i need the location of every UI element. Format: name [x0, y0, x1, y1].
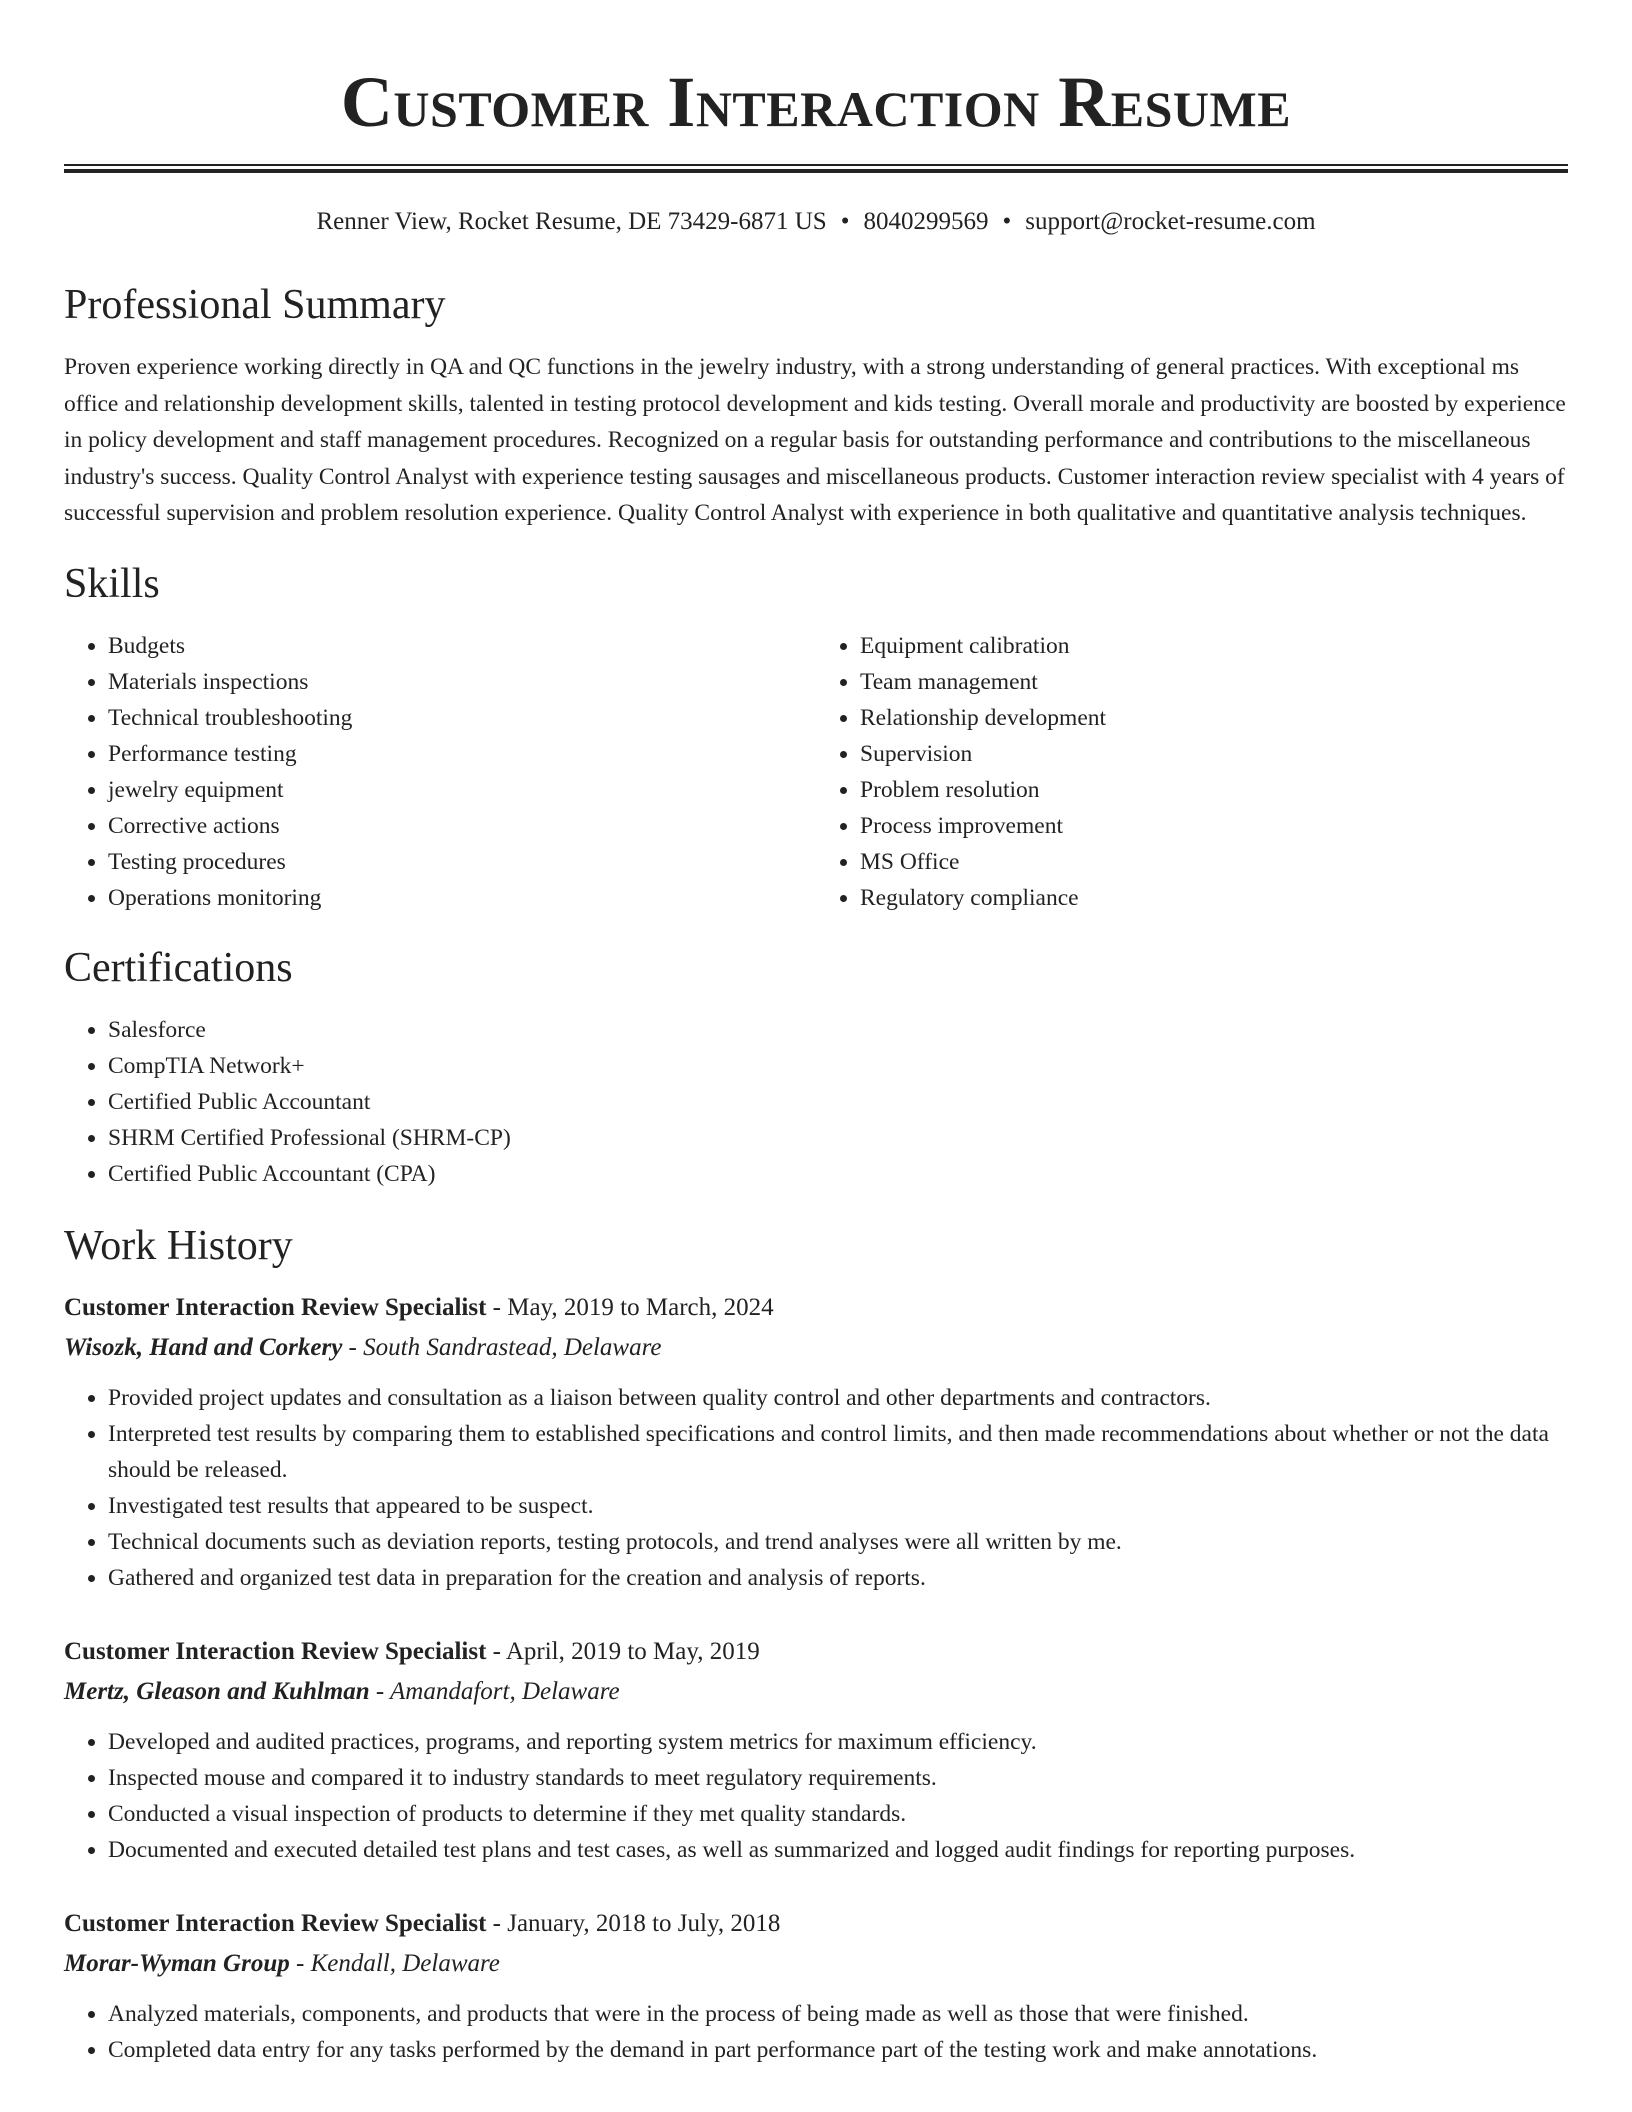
- certification-item: • Salesforce: [108, 1012, 1568, 1048]
- job-bullet: • Technical documents such as deviation reports, testing protocols, and trend analyses were all written by me.: [108, 1524, 1568, 1560]
- certification-item: • SHRM Certified Professional (SHRM-CP): [108, 1120, 1568, 1156]
- job-company: Morar-Wyman Group: [64, 1949, 290, 1977]
- job-header: [64, 1632, 1568, 1672]
- job-bullet: • Provided project updates and consultation as a liaison between quality control and other departments and contractors.: [108, 1380, 1568, 1416]
- skill-item: • Team management: [860, 664, 1568, 700]
- section-heading-certifications: Certifications: [64, 944, 293, 991]
- job-bullet: • Conducted a visual inspection of products to determine if they met quality standards.: [108, 1796, 1568, 1832]
- skills-list-right: [816, 628, 1568, 916]
- section-heading-work-history: Work History: [64, 1222, 293, 1269]
- skill-item: • jewelry equipment: [108, 772, 816, 808]
- job-dates: - April, 2019 to May, 2019: [486, 1637, 760, 1665]
- job-dates: - May, 2019 to March, 2024: [486, 1293, 774, 1321]
- skill-item: • Testing procedures: [108, 844, 816, 880]
- job-bullet: • Investigated test results that appeared to be suspect.: [108, 1488, 1568, 1524]
- certification-item: • Certified Public Accountant (CPA): [108, 1156, 1568, 1192]
- job-header: [64, 1904, 1568, 1944]
- summary-text: Proven experience working directly in QA and QC functions in the jewelry industry, with a strong understanding of general practices. With exceptional ms office and relationship development skills, talented in testing protocol development and kids testing. Overall morale and productivity are boosted by experience in policy development and staff management procedures. Recognized on a regular basis for outstanding performance and contributions to the miscellaneous industry's success. Quality Control Analyst with experience testing sausages and miscellaneous products. Customer interaction review specialist with 4 years of successful supervision and problem resolution experience. Quality Control Analyst with experience in both qualitative and quantitative analysis techniques.: [64, 354, 1566, 526]
- job-bullet: • Interpreted test results by comparing them to established specifications and control limits, and then made recommendations about whether or not the data should be released.: [108, 1416, 1568, 1488]
- certification-item: • Certified Public Accountant: [108, 1084, 1568, 1120]
- job-entry: [64, 1632, 1568, 1868]
- skill-item: • Supervision: [860, 736, 1568, 772]
- job-bullet: • Analyzed materials, components, and products that were in the process of being made as well as those that were finished.: [108, 1996, 1568, 2032]
- job-role: Customer Interaction Review Specialist: [64, 1909, 487, 1937]
- job-bullet-list: [64, 1380, 1568, 1596]
- job-role: Customer Interaction Review Specialist: [64, 1293, 487, 1321]
- contact-separator: •: [840, 208, 850, 235]
- skill-item: • Materials inspections: [108, 664, 816, 700]
- job-company: Wisozk, Hand and Corkery: [64, 1333, 343, 1361]
- job-location: - Kendall, Delaware: [289, 1949, 500, 1977]
- skill-item: • Regulatory compliance: [860, 880, 1568, 916]
- skills-column-right: [816, 628, 1568, 916]
- job-company: Mertz, Gleason and Kuhlman: [64, 1677, 370, 1705]
- skill-item: • Corrective actions: [108, 808, 816, 844]
- job-location: - South Sandrastead, Delaware: [342, 1333, 662, 1361]
- contact-email: support@rocket-resume.com: [1025, 208, 1316, 235]
- job-bullet-list: [64, 1996, 1568, 2068]
- job-bullet: • Gathered and organized test data in preparation for the creation and analysis of reports.: [108, 1560, 1568, 1596]
- job-company-line: [64, 1328, 1568, 1368]
- job-location: - Amandafort, Delaware: [369, 1677, 620, 1705]
- job-entry: [64, 1288, 1568, 1596]
- job-bullet: • Inspected mouse and compared it to industry standards to meet regulatory requirements.: [108, 1760, 1568, 1796]
- job-role: Customer Interaction Review Specialist: [64, 1637, 487, 1665]
- skill-item: • Operations monitoring: [108, 880, 816, 916]
- skills-list-left: [64, 628, 816, 916]
- contact-phone: 8040299569: [863, 208, 989, 235]
- contact-address: Renner View, Rocket Resume, DE 73429-6871 US: [316, 208, 827, 235]
- certifications-list: [64, 1012, 1568, 1192]
- skill-item: • Relationship development: [860, 700, 1568, 736]
- job-bullet-list: [64, 1724, 1568, 1868]
- job-entry: [64, 1904, 1568, 2068]
- skills-column-left: [64, 628, 816, 916]
- title-divider: [64, 164, 1568, 173]
- skill-item: • Budgets: [108, 628, 816, 664]
- skill-item: • Equipment calibration: [860, 628, 1568, 664]
- job-bullet: • Documented and executed detailed test plans and test cases, as well as summarized and logged audit findings for reporting purposes.: [108, 1832, 1568, 1868]
- skill-item: • Process improvement: [860, 808, 1568, 844]
- skill-item: • Technical troubleshooting: [108, 700, 816, 736]
- skill-item: • Performance testing: [108, 736, 816, 772]
- job-dates: - January, 2018 to July, 2018: [486, 1909, 781, 1937]
- certification-item: • CompTIA Network+: [108, 1048, 1568, 1084]
- job-bullet: • Developed and audited practices, programs, and reporting system metrics for maximum efficiency.: [108, 1724, 1568, 1760]
- contact-separator: •: [1002, 208, 1012, 235]
- section-heading-skills: Skills: [64, 560, 160, 607]
- skills-grid: [64, 628, 1568, 916]
- job-company-line: [64, 1672, 1568, 1712]
- skill-item: • Problem resolution: [860, 772, 1568, 808]
- job-bullet: • Completed data entry for any tasks performed by the demand in part performance part of the testing work and make annotations.: [108, 2032, 1568, 2068]
- contact-line: [64, 205, 1568, 239]
- skill-item: • MS Office: [860, 844, 1568, 880]
- job-header: [64, 1288, 1568, 1328]
- resume-title: Customer Interaction Resume: [340, 62, 1292, 142]
- job-company-line: [64, 1944, 1568, 1984]
- section-heading-summary: Professional Summary: [64, 282, 446, 328]
